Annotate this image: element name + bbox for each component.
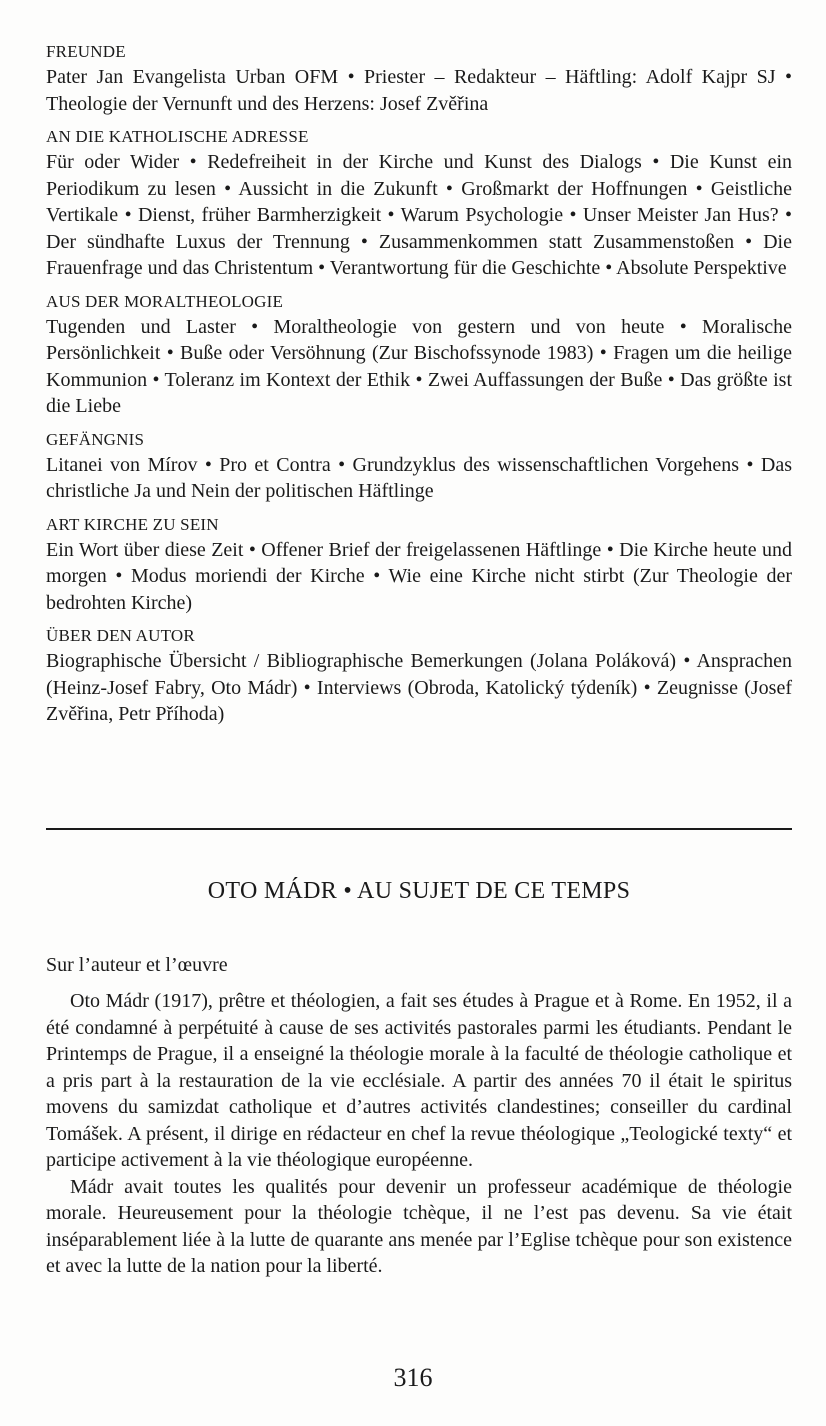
section-entries: Litanei von Mírov • Pro et Contra • Grundzyklus des wissenschaftlichen Vorgehens • Das christliche Ja und Nein der politischen Häftlinge xyxy=(46,453,792,502)
toc-section-moraltheologie xyxy=(46,290,792,420)
horizontal-divider xyxy=(46,828,792,830)
page-number: 316 xyxy=(393,1363,433,1392)
section-heading: ÜBER DEN AUTOR xyxy=(46,626,195,645)
section-entries: Für oder Wider • Redefreiheit in der Kirche und Kunst des Dialogs • Die Kunst ein Periodikum zu lesen • Aussicht in die Zukunft • Großmarkt der Hoffnungen • Geistliche Vertikale • Dienst, früher Barmherzigkeit • Warum Psychologie • Unser Meister Jan Hus? • Der sündhafte Luxus der Trennung • Zusammenkommen statt Zusammenstoßen • Die Frauenfrage und das Christentum • Verantwortung für die Geschichte • Absolute Perspektive xyxy=(46,151,792,279)
section-heading: FREUNDE xyxy=(46,42,126,61)
section-entries: Tugenden und Laster • Moraltheologie von gestern und von heute • Moralische Persönlichkeit • Buße oder Versöhnung (Zur Bischofssynode 1983) • Fragen um die heilige Kommunion • Toleranz im Kontext der Ethik • Zwei Auffassungen der Buße • Das größte ist die Liebe xyxy=(46,315,792,417)
toc-section-gefaengnis xyxy=(46,428,792,505)
toc-section-freunde xyxy=(46,40,792,117)
article-subtitle: Sur l’auteur et l’œuvre xyxy=(46,954,228,976)
paragraph: Oto Mádr (1917), prêtre et théologien, a fait ses études à Prague et à Rome. En 1952, il a été condamné à perpétuité à cause de ses activités pastorales parmi les étudiants. Pendant le Printemps de Prague, il a enseigné la théologie morale à la faculté de théologie catholique et a pris part à la restauration de la vie ecclésiale. A partir des années 70 il était le spiritus movens du samizdat catholique et d’autres activités clandestines; conseiller du cardinal Tomášek. A présent, il dirige en rédacteur en chef la revue théologique „Teologické texty“ et participe activement à la vie théologique européenne. xyxy=(46,990,792,1171)
toc-section-ueber-den-autor xyxy=(46,624,792,728)
article-body xyxy=(46,988,792,1280)
section-entries: Ein Wort über diese Zeit • Offener Brief der freigelassenen Häftlinge • Die Kirche heute und morgen • Modus moriendi der Kirche • Wie eine Kirche nicht stirbt (Zur Theologie der bedrohten Kirche) xyxy=(46,538,792,614)
toc-section-art-kirche xyxy=(46,513,792,617)
section-heading: GEFÄNGNIS xyxy=(46,429,145,449)
section-heading: ART KIRCHE ZU SEIN xyxy=(46,514,219,534)
article-title: OTO MÁDR • AU SUJET DE CE TEMPS xyxy=(207,878,631,904)
toc-section-katholische-adresse xyxy=(46,125,792,282)
section-entries: Biographische Übersicht / Bibliographische Bemerkungen (Jolana Poláková) • Ansprachen (Heinz-Josef Fabry, Oto Mádr) • Interviews (Obroda, Katolický týdeník) • Zeugnisse (Josef Zvěřina, Petr Příhoda) xyxy=(46,650,792,725)
table-of-contents xyxy=(46,40,792,736)
section-heading: AN DIE KATHOLISCHE ADRESSE xyxy=(46,127,309,146)
paragraph: Mádr avait toutes les qualités pour devenir un professeur académique de théologie morale. Heureusement pour la théologie tchèque, il ne l’est pas devenu. Sa vie était inséparablement liée à la lutte de quarante ans menée par l’Eglise tchèque pour son existence et avec la lutte de la nation pour la liberté. xyxy=(46,1175,792,1277)
section-heading: AUS DER MORALTHEOLOGIE xyxy=(46,291,284,311)
section-entries: Pater Jan Evangelista Urban OFM • Priester – Redakteur – Häftling: Adolf Kajpr SJ • Theologie der Vernunft und des Herzens: Josef Zvěřina xyxy=(46,66,792,115)
